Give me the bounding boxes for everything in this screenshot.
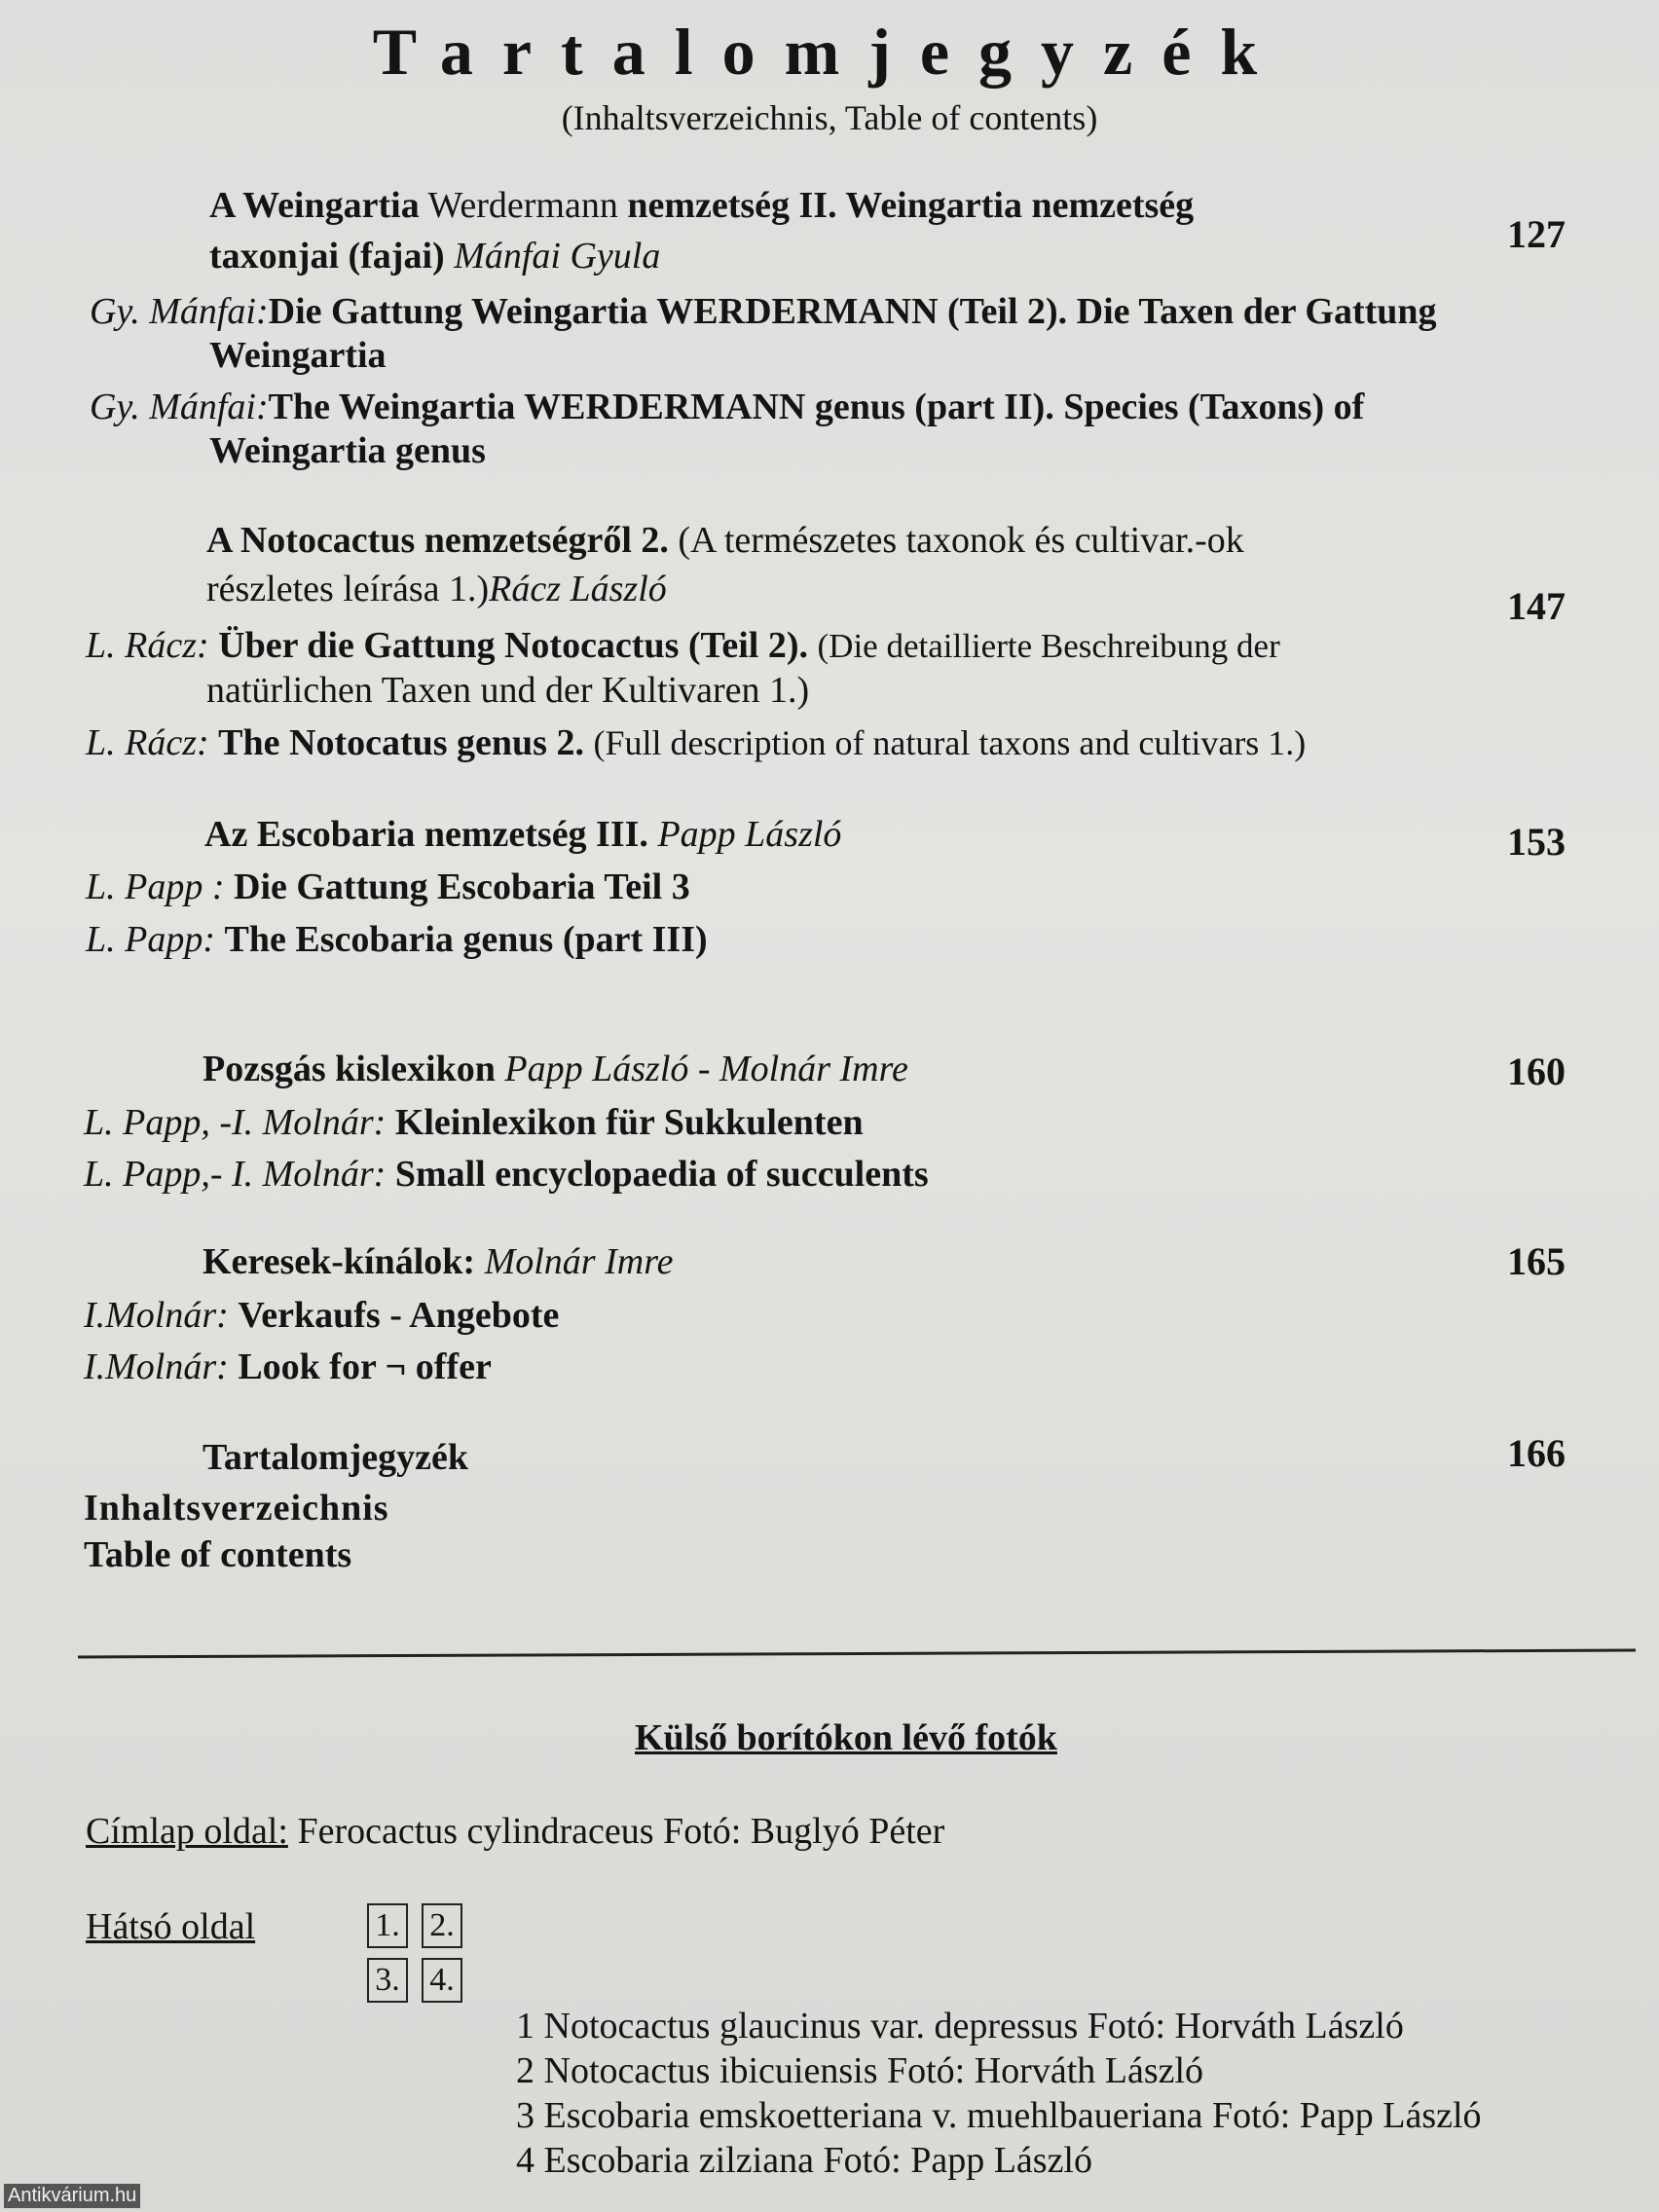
photo-position-box: 3. [367, 1958, 408, 2003]
page-number: 165 [1507, 1239, 1566, 1283]
entry-author: Molnár Imre [484, 1241, 674, 1282]
entry-german-subtitle: (Die detaillierte Beschreibung der [817, 627, 1280, 665]
entry-english-line [84, 1345, 492, 1389]
entry-author: L. Papp, -I. Molnár: [84, 1102, 387, 1143]
photo-caption [516, 2093, 1482, 2138]
front-cover-label: Címlap oldal: [86, 1811, 288, 1852]
entry-author: Papp László [657, 814, 842, 855]
entry-author: L. Rácz: [86, 722, 209, 763]
entry-english-line [90, 385, 1364, 429]
entry-german-line [90, 289, 1437, 334]
entry-title: A Notocactus nemzetségről 2. [206, 520, 669, 561]
photo-position-grid [367, 1903, 466, 2003]
photo-caption [516, 2048, 1203, 2093]
page-number: 160 [1507, 1050, 1566, 1093]
photo-caption-text: Notocactus glaucinus var. depressus Fotó: Horváth László [543, 2006, 1404, 2046]
entry-author: I.Molnár: [84, 1346, 229, 1387]
entry-author: L. Rácz: [86, 625, 209, 666]
entry-title: Az Escobaria nemzetség III. [204, 814, 648, 855]
entry-german-line [86, 865, 690, 909]
entry-german-title: Die Gattung Weingartia WERDERMANN (Teil 2). Die Taxen der Gattung [268, 291, 1437, 332]
entry-german-title: Über die Gattung Notocactus (Teil 2). [218, 625, 809, 666]
entry-english-line [86, 720, 1306, 765]
entry-author: Rácz László [489, 569, 667, 609]
entry-subtitle: (A természetes taxonok és cultivar.-ok [678, 520, 1244, 561]
entry-title-line [206, 518, 1244, 563]
entry-german-line [86, 623, 1280, 669]
cover-photos-heading: Külső borítókon lévő fotók [635, 1717, 1057, 1758]
photo-caption [516, 2138, 1092, 2183]
entry-english-line [86, 917, 708, 962]
entry-title-cont: nemzetség II. Weingartia nemzetség [627, 185, 1195, 226]
entry-english-title: Small encyclopaedia of succulents [394, 1154, 929, 1195]
entry-author: L. Papp : [86, 866, 225, 907]
entry-subtitle-cont: részletes leírása 1.) [206, 569, 490, 609]
photo-position-box: 2. [422, 1903, 462, 1948]
front-cover-caption: Ferocactus cylindraceus Fotó: Buglyó Péter [297, 1811, 945, 1852]
entry-author: L. Papp: [86, 919, 215, 960]
entry-german-subtitle-cont: natürlichen Taxen und der Kultivaren 1.) [206, 670, 810, 711]
entry-english-title: The Weingartia WERDERMANN genus (part II). Species (Taxons) of [268, 387, 1365, 427]
page-number: 166 [1507, 1431, 1566, 1475]
entry-author-name: Werdermann [427, 185, 618, 226]
photo-caption-text: Escobaria zilziana Fotó: Papp László [543, 2140, 1092, 2181]
photo-number: 3 [516, 2095, 535, 2136]
entry-english-title: The Escobaria genus (part III) [224, 919, 708, 960]
watermark-logo: Antikvárium.hu [4, 2184, 140, 2208]
page-title: Tartalomjegyzék [372, 15, 1287, 89]
page-subtitle: (Inhaltsverzeichnis, Table of contents) [561, 98, 1098, 137]
entry-german-line [84, 1293, 559, 1338]
photo-caption-text: Notocactus ibicuiensis Fotó: Horváth László [543, 2050, 1204, 2091]
entry-title-line [203, 1239, 673, 1284]
entry-title-line [209, 183, 1194, 228]
entry-english-title: Look for ¬ offer [238, 1346, 492, 1387]
entry-title: Pozsgás kislexikon [203, 1049, 496, 1089]
entry-title-cont: taxonjai (fajai) [209, 236, 445, 276]
entry-english-line [84, 1152, 929, 1197]
front-cover-line [86, 1809, 944, 1854]
entry-title-line [204, 812, 841, 857]
horizontal-divider [78, 1649, 1636, 1659]
photo-number: 2 [516, 2050, 535, 2091]
entry-german-title: Die Gattung Escobaria Teil 3 [234, 866, 690, 907]
entry-german-title: Inhaltsverzeichnis [84, 1488, 389, 1529]
entry-title-line [206, 567, 667, 611]
entry-title-line [209, 234, 660, 278]
entry-author: L. Papp,- I. Molnár: [84, 1154, 387, 1195]
back-cover-label: Hátsó oldal [86, 1906, 256, 1947]
photo-position-box: 4. [422, 1958, 462, 2003]
entry-english-title: The Notocatus genus 2. [218, 722, 584, 763]
photo-caption-text: Escobaria emskoetteriana v. muehlbaueriana Fotó: Papp László [543, 2095, 1482, 2136]
page-number: 153 [1507, 820, 1566, 864]
photo-number: 4 [516, 2140, 535, 2181]
entry-title: Tartalomjegyzék [203, 1437, 468, 1478]
page-number: 127 [1507, 212, 1566, 256]
entry-german-line [84, 1100, 864, 1145]
page-number: 147 [1507, 584, 1566, 628]
entry-author: I.Molnár: [84, 1295, 229, 1336]
entry-author: Gy. Mánfai: [90, 387, 269, 427]
entry-german-title: Kleinlexikon für Sukkulenten [394, 1102, 864, 1143]
entry-german-title: Verkaufs - Angebote [238, 1295, 560, 1336]
entry-english-title: Table of contents [84, 1534, 352, 1575]
photo-caption [516, 2004, 1404, 2048]
photo-number: 1 [516, 2006, 535, 2046]
entry-english-subtitle: (Full description of natural taxons and cultivars 1.) [593, 723, 1307, 762]
photo-position-box: 1. [367, 1903, 408, 1948]
entry-title-line [203, 1047, 908, 1091]
entry-english-title-cont: Weingartia genus [209, 430, 486, 471]
entry-title: Keresek-kínálok: [203, 1241, 476, 1282]
entry-author: Gy. Mánfai: [90, 291, 269, 332]
entry-author: Papp László - Molnár Imre [504, 1049, 908, 1089]
entry-german-title-cont: Weingartia [209, 335, 387, 376]
entry-title: A Weingartia [209, 185, 420, 226]
entry-author: Mánfai Gyula [454, 236, 661, 276]
